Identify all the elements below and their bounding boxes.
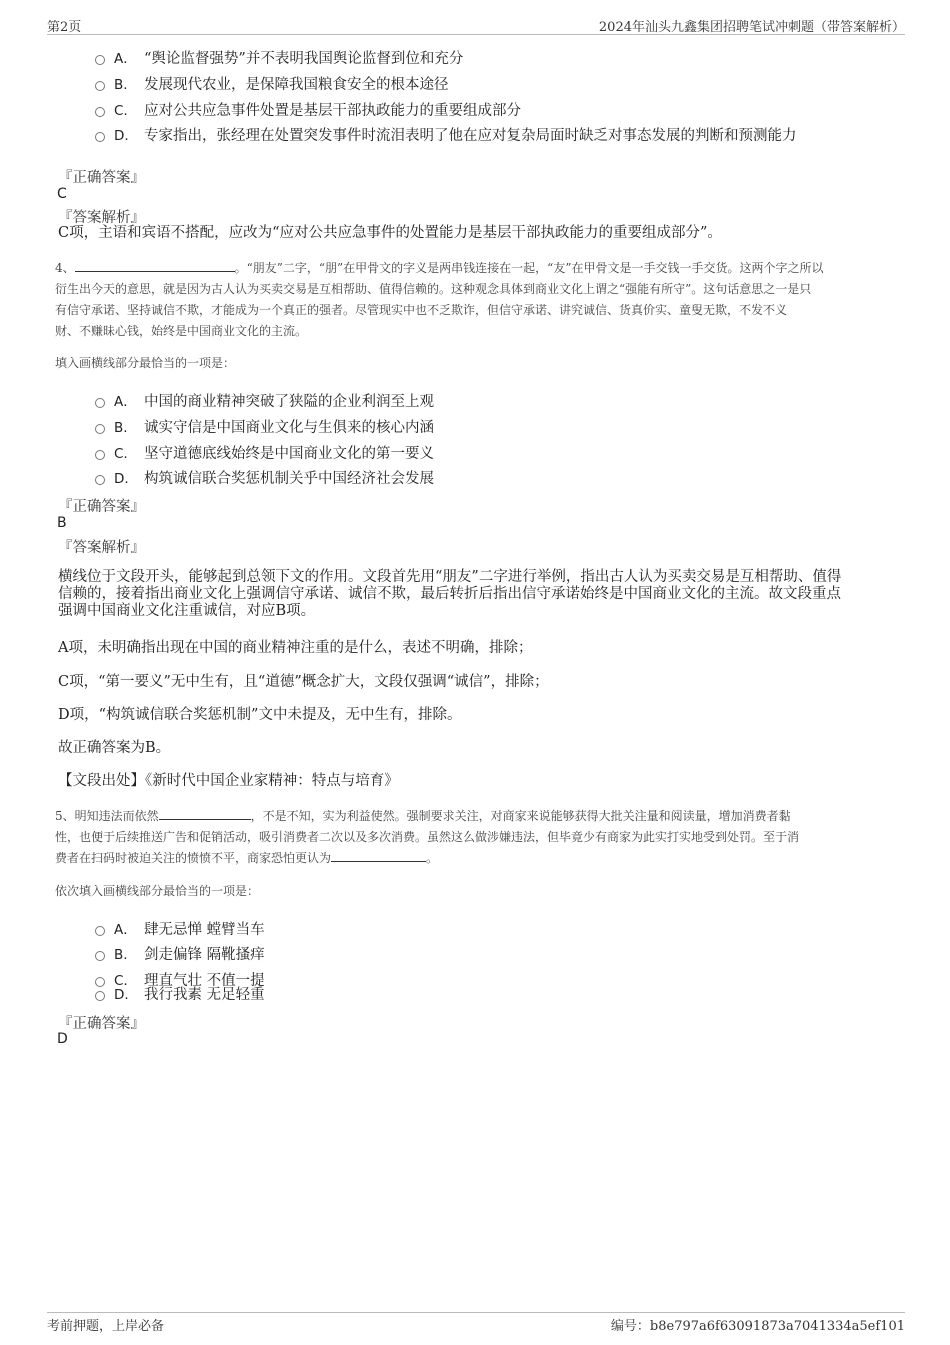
radio-icon[interactable] (95, 81, 105, 91)
q4-analysis-label: 『答案解析』 (58, 540, 145, 556)
q3-answer-label: 『正确答案』 (58, 170, 145, 186)
q5-option-d[interactable]: D. 我行我素 无足轻重 (95, 983, 265, 1004)
q5-option-a[interactable]: A． 肆无忌惮 螳臂当车 (95, 918, 265, 939)
q3-option-c[interactable]: C. 应对公共应急事件处置是基层干部执政能力的重要组成部分 (95, 99, 521, 120)
q4-stem-line: 衍生出今天的意思，就是因为古人认为买卖交易是互相帮助、值得信赖的。这种观念具体到商业文化上谓之“强能有所守”。这句话意思之一是只 (55, 282, 812, 296)
q3-analysis-label: 『答案解析』 (58, 210, 145, 226)
q5-option-b[interactable]: B. 剑走偏锋 隔靴搔痒 (95, 943, 265, 964)
footer-slogan: 考前押题，上岸必备 (47, 1319, 165, 1334)
q4-note-d: D项，“构筑诚信联合奖惩机制”文中未提及，无中生有，排除。 (58, 707, 462, 723)
radio-icon[interactable] (95, 132, 105, 142)
q4-conclusion: 故正确答案为B。 (58, 740, 171, 756)
q5-stem (55, 806, 895, 869)
q4-analysis (58, 569, 888, 620)
q5-stem-line: 性，也便于后续推送广告和促销活动，吸引消费者二次以及多次消费。虽然这么做涉嫌违法，但毕竟少有商家为此实打实地受到处罚。至于消 (55, 830, 800, 844)
page-header (47, 14, 905, 35)
q5-stem-line: 费者在扫码时被迫关注的愤愤不平，商家恐怕更认为 。 (55, 851, 439, 865)
q5-blank-2 (331, 850, 426, 862)
q5-answer: D (57, 1031, 68, 1047)
q5-blank-1 (159, 808, 251, 820)
document-id: 编号：b8e797a6f63091873a7041334a5ef101 (610, 1319, 905, 1334)
q4-stem-line: 财、不赚昧心钱，始终是中国商业文化的主流。 (55, 324, 308, 338)
q4-note-c: C项，“第一要义”无中生有，且“道德”概念扩大，文段仅强调“诚信”，排除； (58, 674, 549, 690)
q4-option-d[interactable]: D. 构筑诚信联合奖惩机制关乎中国经济社会发展 (95, 467, 434, 488)
q5-prompt: 依次填入画横线部分最恰当的一项是： (55, 884, 260, 898)
q4-stem-line: 4、 。“朋友”二字，“朋”在甲骨文的字义是两串钱连接在一起，“友”在甲骨文是一手交钱一手交货。这两个字之所以 (55, 261, 824, 275)
q3-analysis: C项，主语和宾语不搭配，应改为“应对公共应急事件的处置能力是基层干部执政能力的重要组成部分”。 (58, 225, 722, 241)
q4-analysis-line: 横线位于文段开头，能够起到总领下文的作用。文段首先用“朋友”二字进行举例，指出古人认为买卖交易是互相帮助、值得 (58, 569, 842, 585)
q4-analysis-line: 信赖的，接着指出商业文化上强调信守承诺、诚信不欺，最后转折后指出信守承诺始终是中国商业文化的主流。故文段重点 (58, 586, 841, 602)
q4-blank (75, 260, 235, 272)
radio-icon[interactable] (95, 424, 105, 434)
q3-option-b[interactable]: B. 发展现代农业，是保障我国粮食安全的根本途径 (95, 73, 449, 94)
q3-option-a[interactable]: A． “舆论监督强势”并不表明我国舆论监督到位和充分 (95, 47, 463, 68)
q3-answer: C (57, 186, 67, 202)
page-footer (47, 1312, 905, 1335)
q5-option-c[interactable]: C. 理直气壮 不值一提 (95, 969, 265, 990)
q4-stem (55, 258, 895, 342)
radio-icon[interactable] (95, 107, 105, 117)
q4-option-b[interactable]: B. 诚实守信是中国商业文化与生俱来的核心内涵 (95, 416, 434, 437)
q4-prompt: 填入画横线部分最恰当的一项是： (55, 356, 236, 370)
radio-icon[interactable] (95, 450, 105, 460)
radio-icon[interactable] (95, 951, 105, 961)
page-number: 第2页 (47, 20, 82, 35)
document-title: 2024年汕头九鑫集团招聘笔试冲刺题（带答案解析） (598, 20, 905, 35)
radio-icon[interactable] (95, 475, 105, 485)
q5-answer-label: 『正确答案』 (58, 1016, 145, 1032)
q4-option-a[interactable]: A． 中国的商业精神突破了狭隘的企业利润至上观 (95, 390, 434, 411)
q4-option-c[interactable]: C. 坚守道德底线始终是中国商业文化的第一要义 (95, 442, 434, 463)
q3-option-d[interactable]: D. 专家指出，张经理在处置突发事件时流泪表明了他在应对复杂局面时缺乏对事态发展的判断和预测能力 (95, 124, 797, 145)
q4-answer: B (57, 515, 67, 531)
radio-icon[interactable] (95, 926, 105, 936)
q4-analysis-line: 强调中国商业文化注重诚信，对应B项。 (58, 603, 316, 619)
q4-answer-label: 『正确答案』 (58, 499, 145, 515)
q4-stem-line: 有信守承诺、坚持诚信不欺，才能成为一个真正的强者。尽管现实中也不乏欺诈，但信守承诺、讲究诚信、货真价实、童叟无欺，不发不义 (55, 303, 788, 317)
radio-icon[interactable] (95, 991, 105, 1001)
radio-icon[interactable] (95, 55, 105, 65)
radio-icon[interactable] (95, 398, 105, 408)
q4-note-a: A项，未明确指出现在中国的商业精神注重的是什么，表述不明确，排除； (58, 640, 533, 656)
q4-source: 【文段出处】《新时代中国企业家精神：特点与培育》 (58, 773, 399, 789)
q5-stem-line: 5、明知违法而依然 ，不是不知，实为利益使然。强制要求关注，对商家来说能够获得大批关注量和阅读量，增加消费者黏 (55, 809, 791, 823)
